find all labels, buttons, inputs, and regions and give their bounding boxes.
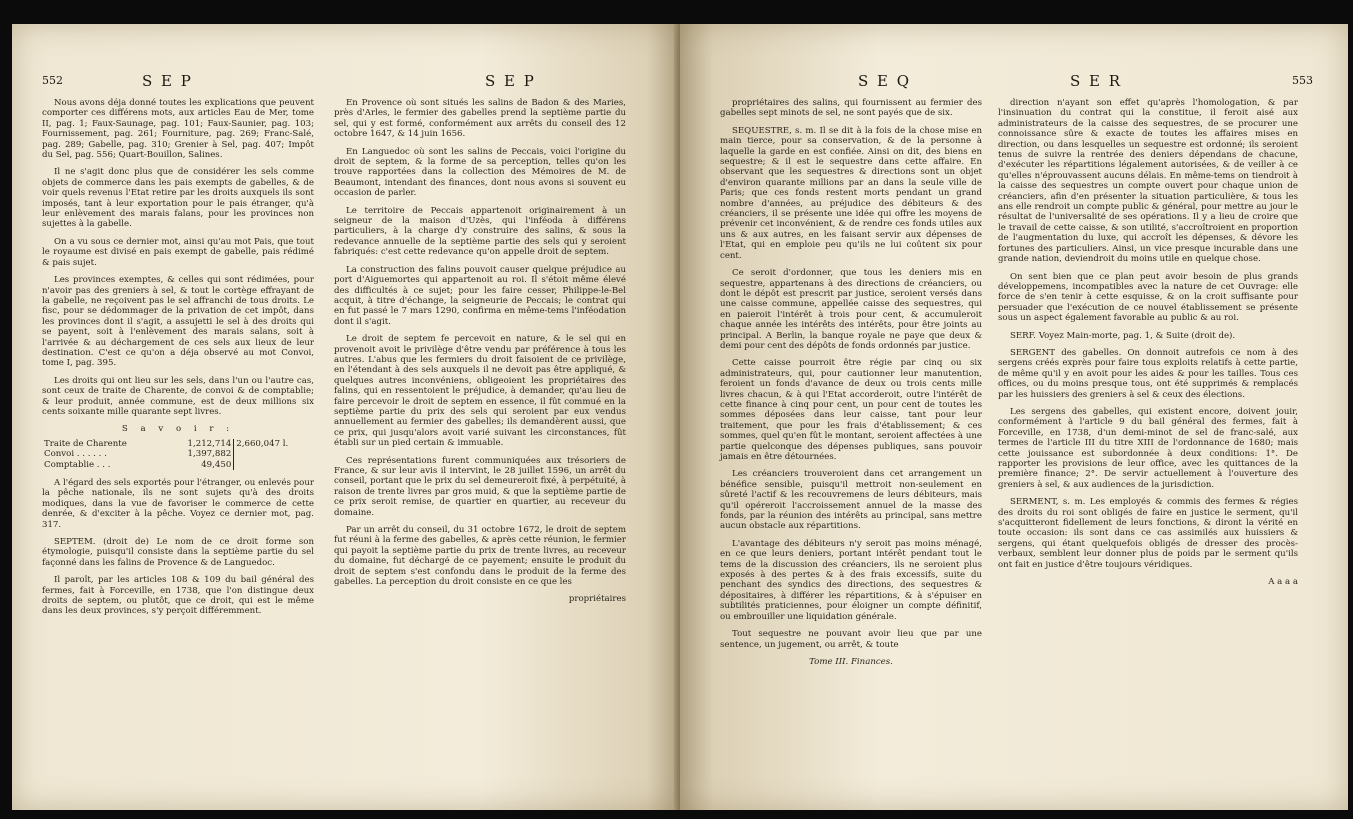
paragraph: Les créanciers trouveroient dans cet arrangement un bénéfice sensible, puisqu'il mettroit non-seulement en sûreté l'actif & les recouvremens de leurs débiteurs, mais qu'il opéreroit l'accroissement annuel de la masse des fonds, par la réunion des intérêts au principal, sans mettre aucun obstacle aux répartitions.	[720, 469, 982, 532]
paragraph: On a vu sous ce dernier mot, ainsi qu'au mot Pais, que tout le royaume est divisé en pais exempt de gabelle, pais rédimé & pais sujet.	[42, 236, 314, 268]
paragraph: Ce seroit d'ordonner, que tous les deniers mis en sequestre, appartenans à des directions de créanciers, ou dont le dépôt est prescrit par justice, seroient versés dans une caisse commune, appellée caisse des sequestres, qui en paieroit l'intérêt à trois pour cent, & accumuleroit chaque année les intérêts des intérêts, pour être joints au principal. A Berlin, la banque royale ne paye que deux & demi pour cent des dépôts de fonds ordonnés par justice.	[720, 268, 982, 351]
paragraph: Le droit de septem fe percevoit en nature, & le sel qui en provenoit avoit le privilège d'être vendu par préférence à tous les autres. L'abus que les fermiers du droit faisoient de ce privilège, en l'étendant à des sels auxquels il ne devoit pas être appliqué, & quelques autres inconvéniens, obligeoient les propriétaires des falins, qui en ressentoient le préjudice, à demander, qu'au lieu de faire percevoir le droit de septem en essence, il fût commué en la septième partie du prix des sels qui seroient par eux vendus annuellement au fermier des gabelles; ils demandèrent aussi, que ce prix, qui jusqu'alors avoit varié suivant les circonstances, fût établi sur un pied certain & immuable.	[334, 334, 626, 449]
paragraph: L'avantage des débiteurs n'y seroit pas moins ménagé, en ce que leurs deniers, portant intérêt pendant tout le tems de la discussion des créanciers, ils ne seroient plus exposés à des pertes & à des frais excessifs, suite du penchant des syndics des directions, des sequestres & dépositaires, à différer les répartitions, & à s'épuiser en subtilités praticiennes, pour éloigner un compte définitif, ou embrouiller une liquidation générale.	[720, 538, 982, 622]
col4-paragraphs	[998, 98, 1298, 570]
savoir-heading: S a v o i r :	[121, 424, 235, 435]
right-page	[680, 24, 1348, 810]
paragraph: Cette caisse pourroit être régie par cinq ou six administrateurs, qui, pour cautionner leur manutention, feroient un fonds d'avance de deux ou trois cents mille livres chacun, & à qui l'Etat accorderoit, outre l'intérêt de cette finance à cinq pour cent, un pour cent de toutes les sommes déposées dans leur caisse, tant pour leur traitement, que pour les frais d'établissement; & ces sommes, quel qu'en fût le montant, seroient affectées à une partie quelconque des dépenses publiques, sans pouvoir jamais en être détournées.	[720, 358, 982, 462]
paragraph: SEQUESTRE, s. m. Il se dit à la fois de la chose mise en main tierce, pour sa conservation, & de la personne à laquelle la garde en est confiée. Ainsi on dit, des biens en sequestre; & il est le sequestre dans cette affaire. En observant que les sequestres & directions sont un objet d'environ quarante millions par an dans la seule ville de Paris; que ces fonds restent morts pendant un grand nombre d'années, au préjudice des débiteurs & des créanciers, il se présente une idée qui offre les moyens de prévenir cet inconvénient, & de rendre ces fonds utiles aux uns & aux autres, en les faisant servir aux dépenses de l'Etat, qui en emploie peu qu'ils ne lui coûtent six pour cent.	[720, 125, 982, 261]
page-number-right: 553	[1292, 74, 1313, 87]
signature-mark: A a a a	[1268, 577, 1298, 588]
paragraph: SERF. Voyez Main-morte, pag. 1, & Suite (droit de).	[1010, 330, 1236, 341]
right-column-1	[720, 98, 982, 667]
revenue-table	[42, 439, 314, 470]
paragraph: Le territoire de Peccais appartenoit originairement à un seigneur de la maison d'Uzès, qui l'inféoda à différens particuliers, à la charge d'y construire des salins, & sous la redevance annuelle de la septième partie des sels qui y seroient fabriqués: c'est cette redevance qu'on appelle droit de septem.	[334, 205, 626, 258]
running-head-right: S E Q	[858, 72, 912, 90]
running-head-left-2: S E P	[485, 72, 536, 90]
page-number-left: 552	[42, 74, 63, 87]
catchword: propriétaires	[568, 594, 626, 605]
paragraph: En Languedoc où sont les salins de Peccais, voici l'origine du droit de septem, & la forme de sa perception, telles qu'on les trouve rapportées dans la collection des Mémoires de M. de Beaumont, intendant des finances, dont nous avons si souvent eu occasion de parler.	[334, 146, 626, 199]
paragraph: Les droits qui ont lieu sur les sels, dans l'un ou l'autre cas, sont ceux de traite de Charente, de convoi & de comptablie; & leur produit, année commune, est de deux millions six cents soixante mille quarante sept livres.	[42, 375, 314, 417]
paragraph: En Provence où sont situés les salins de Badon & des Maries, près d'Arles, le fermier des gabelles prend la septième partie du sel, qui y est formé, conformément aux arrêts du conseil des 12 octobre 1647, & 14 juin 1656.	[334, 98, 626, 140]
right-column-2	[998, 98, 1298, 587]
row-value: 49,450	[201, 459, 232, 470]
col1-after-paragraphs	[42, 478, 314, 617]
paragraph: Les provinces exemptes, & celles qui sont rédimées, pour n'avoir pas des greniers à sel, & tout le cortège effrayant de la gabelle, ne reçoivent pas le sel affranchi de tous droits. Le fisc, pour se dédommager de la privation de cet impôt, dans les provinces dont il s'agit, a assujetti le sel à des droits qui se payent, soit à l'enlèvement des marais salans, soit à l'arrivée & au déchargement de ces sels aux lieux de leur destination. C'est ce qu'on a déja observé au mot Convoi, tome I, pag. 395.	[42, 275, 314, 369]
table-row	[42, 439, 314, 449]
book-spread	[12, 24, 1348, 810]
paragraph: Nous avons déja donné toutes les explications que peuvent comporter ces différens mots, aux articles Eau de Mer, tome II, pag. 1; Faux-Saunage, pag. 101; Faux-Saunier, pag. 103; Fournissement, pag. 261; Fourniture, pag. 269; Franc-Salé, pag. 289; Gabelle, pag. 310; Grenier à Sel, pag. 407; Impôt du Sel, pag. 556; Quart-Bouillon, Salines.	[42, 98, 314, 161]
paragraph: SEPTEM. (droit de) Le nom de ce droit forme son étymologie, puisqu'il consiste dans la septième partie du sel façonné dans les falins de Provence & de Languedoc.	[42, 537, 314, 568]
paragraph: SERGENT des gabelles. On donnoit autrefois ce nom à des sergens créés exprès pour faire tous exploits relatifs à cette partie, de même qu'il y en avoit pour les aides & pour les tailles. Tous ces offices, ou du moins presque tous, ont été supprimés & remplacés par les huissiers des greniers à sel & ceux des élections.	[998, 347, 1298, 400]
row-value: 1,212,714	[187, 438, 232, 449]
col2-paragraphs	[334, 98, 626, 587]
running-head-right-2: S E R	[1070, 72, 1123, 90]
row-value: 1,397,882	[187, 449, 232, 460]
paragraph: Les sergens des gabelles, qui existent encore, doivent jouir, conformément à l'article 9 du bail général des fermes, fait à Forceville, en 1738, d'un demi-minot de sel de franc-salé, aux termes de l'article III du titre XIII de l'ordonnance de 1680; mais cette jouissance est subordonnée à deux conditions: 1°. De rapporter les provisions de leur office, avec les quittances de la première finance; 2°. De servir actuellement à l'ouverture des greniers à sel, & aux audiences de la jurisdiction.	[998, 406, 1298, 490]
paragraph: A l'égard des sels exportés pour l'étranger, ou enlevés pour la pêche nationale, ils ne sont sujets qu'à des droits modiques, dans la vue de favoriser le commerce de cette denrée, & d'exciter à la pêche. Voyez ce dernier mot, pag. 317.	[42, 478, 314, 530]
left-column-1	[42, 98, 314, 624]
row-label: Convoi . . . . . .	[44, 449, 107, 460]
paragraph: SERMENT, s. m. Les employés & commis des fermes & régies des droits du roi sont obligés de faire en justice le serment, qu'il s'acquitteront fidellement de leurs fonctions, & diront la vérité en toute occasion: ils sont dans ce cas assimilés aux huissiers & sergens, qui étant quelquefois obligés de dresser des procès-verbaux, semblent leur donner plus de poids par le serment qu'ils ont fait en justice d'être toujours véridiques.	[998, 497, 1298, 570]
running-head-left: S E P	[142, 72, 193, 90]
paragraph: Ces représentations furent communiquées aux trésoriers de France, & sur leur avis il intervint, le 28 juillet 1596, un arrêt du conseil, portant que le prix du sel demeureroit fixé, à perpétuité, à raison de trente livres par gros muid, & que la septième partie de ce prix seroit remise, de quartier en quartier, au receveur du domaine.	[334, 455, 626, 518]
col3-paragraphs	[720, 98, 982, 650]
row-label: Traite de Charente	[44, 438, 127, 449]
col1-paragraphs	[42, 98, 314, 417]
paragraph: La construction des falins pouvoit causer quelque préjudice au port d'Aiguemortes qui appartenoit au roi. Il s'étoit même élevé des difficultés à ce sujet; pour les faire cesser, Philippe-le-Bel acquit, à titre d'échange, la seigneurie de Peccais; le contrat qui en fut passé le 7 mars 1290, confirma en même-tems l'inféodation dont il s'agit.	[334, 264, 626, 327]
paragraph: Il paroît, par les articles 108 & 109 du bail général des fermes, fait à Forceville, en 1738, que l'on distingue deux droits de septem, ou plutôt, que ce droit, qui est le même dans les deux provinces, s'y perçoit différemment.	[42, 575, 314, 617]
paragraph: Par un arrêt du conseil, du 31 octobre 1672, le droit de septem fut réuni à la ferme des gabelles, & après cette réunion, le fermier qui payoit la septième partie du prix de trente livres, au receveur du domaine, fut déchargé de ce payement; ensuite le produit du droit de septem s'est confondu dans le produit de la ferme des gabelles. La perception du droit consiste en ce que les	[334, 525, 626, 588]
volume-footer: Tome III. Finances.	[809, 656, 893, 667]
paragraph: On sent bien que ce plan peut avoir besoin de plus grands développemens, incompatibles avec la nature de cet Ouvrage: elle force de s'en tenir à cette esquisse, & on la croit suffisante pour persuader que l'exécution de ce nouvel établissement se présente sous un aspect également favorable au public & au roi.	[998, 271, 1298, 324]
paragraph: Il ne s'agit donc plus que de considérer les sels comme objets de commerce dans les pais exempts de gabelles, & de voir quels revenus l'Etat retire par les droits auxquels ils sont imposés, tant à leur exportation pour le pais étranger, qu'à leur enlèvement des marais falans, pour les provinces non sujettes à la gabelle.	[42, 167, 314, 230]
table-total: 2,660,047 l.	[234, 439, 314, 470]
paragraph: direction n'ayant son effet qu'après l'homologation, & par l'insinuation du contrat qui la constitue, il feroit aisé aux administrateurs de la caisse des sequestres, de se procurer une connoissance sûre & exacte de toutes les affaires mises en direction, ou dans lesquelles un sequestre est ordonné; ils seroient tenus de suivre la rentrée des deniers dépendans de chacune, d'exécuter les répartitions légalement autorisées, & de veiller à ce qu'elles n'éprouvassent aucuns délais. En même-tems on tiendroit à la caisse des sequestres un compte ouvert pour chaque union de créanciers, afin d'en présenter la situation particulière, & tous les ans elle rendroit un compte public & général, pour mettre au jour le résultat de l'universalité de ses opérations. Il y a lieu de croire que le travail de cette caisse, & son utilité, s'accroîtroient en proportion de l'augmentation du luxe, qui accroît les dépenses, & dévore les fortunes des particuliers. Ainsi, un vice presque incurable dans une grande nation, deviendroit du moins utile en quelque chose.	[998, 98, 1298, 265]
paragraph: Tout sequestre ne pouvant avoir lieu que par une sentence, un jugement, ou arrêt, & toute	[720, 629, 982, 650]
row-label: Comptablie . . .	[44, 459, 111, 470]
left-page	[12, 24, 680, 810]
paragraph: propriétaires des salins, qui fournissent au fermier des gabelles sept minots de sel, ne sont payés que de six.	[720, 98, 982, 119]
left-column-2	[334, 98, 626, 605]
